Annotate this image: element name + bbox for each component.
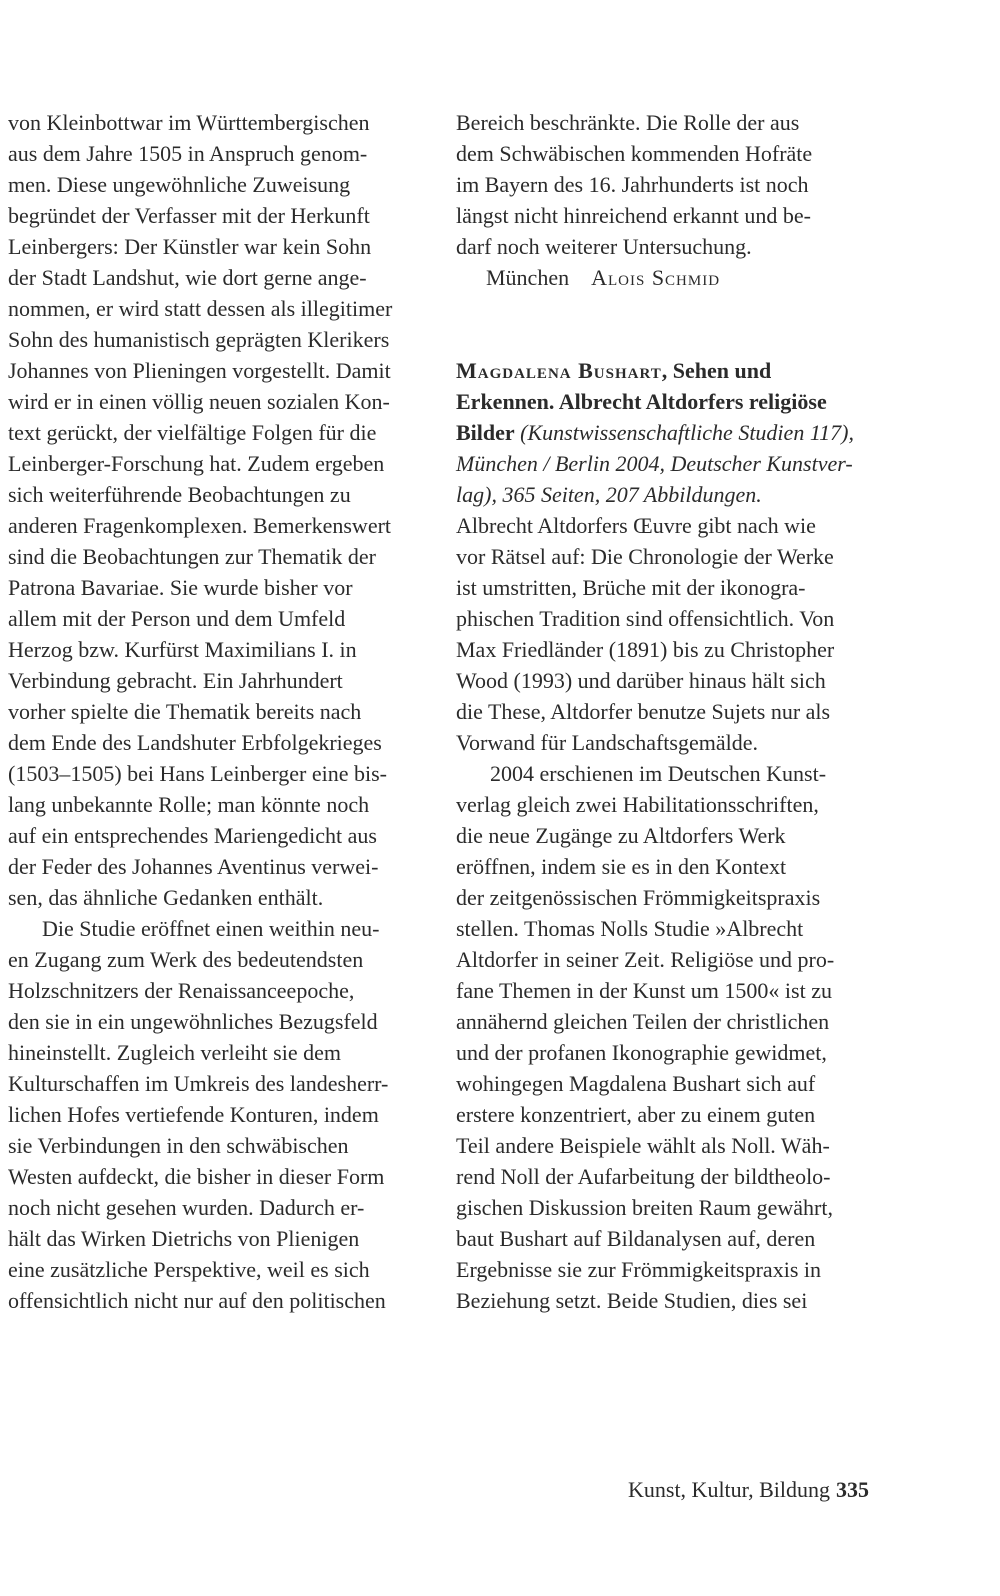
text-line: anderen Fragenkomplexen. Bemerkenswert — [8, 513, 392, 538]
running-head: Kunst, Kultur, Bildung — [628, 1477, 831, 1502]
text-line: text gerückt, der vielfältige Folgen für die — [8, 420, 377, 445]
book-title-line: Erkennen. Albrecht Altdorfers religiöse — [456, 389, 827, 414]
text-line: Wood (1993) und darüber hinaus hält sich — [456, 668, 826, 693]
text-line: en Zugang zum Werk des bedeutendsten — [8, 947, 364, 972]
text-line: Kulturschaffen im Umkreis des landesherr- — [8, 1071, 389, 1096]
left-paragraph-2 — [8, 913, 428, 1316]
text-line: erstere konzentriert, aber zu einem guten — [456, 1102, 816, 1127]
text-line: Holzschnitzers der Renaissanceepoche, — [8, 978, 355, 1003]
section-gap — [456, 293, 876, 355]
text-line: Max Friedländer (1891) bis zu Christopher — [456, 637, 835, 662]
text-line: Sohn des humanistisch geprägten Klerikers — [8, 327, 390, 352]
heading-line — [456, 355, 876, 386]
bibliographic-info: lag), 365 Seiten, 207 Abbildungen. — [456, 482, 762, 507]
book-title-part: , Sehen und — [661, 358, 772, 383]
bibliographic-info: München / Berlin 2004, Deutscher Kunstver- — [456, 451, 853, 476]
text-line: begründet der Verfasser mit der Herkunft — [8, 203, 370, 228]
text-line: Herzog bzw. Kurfürst Maximilians I. in — [8, 637, 357, 662]
text-line: phischen Tradition sind offensichtlich. Von — [456, 606, 835, 631]
text-line: die These, Altdorfer benutze Sujets nur als — [456, 699, 831, 724]
right-column — [456, 107, 876, 1316]
text-line: sich weiterführende Beobachtungen zu — [8, 482, 351, 507]
text-line: im Bayern des 16. Jahrhunderts ist noch — [456, 172, 809, 197]
text-line: stellen. Thomas Nolls Studie »Albrecht — [456, 916, 804, 941]
text-line: wohingegen Magdalena Bushart sich auf — [456, 1071, 816, 1096]
text-line: Vorwand für Landschaftsgemälde. — [456, 730, 758, 755]
page-footer — [628, 1477, 869, 1503]
signature-author: Alois Schmid — [591, 265, 721, 290]
text-line: Leinbergers: Der Künstler war kein Sohn — [8, 234, 372, 259]
text-line: Beziehung setzt. Beide Studien, dies sei — [456, 1288, 808, 1313]
text-line: Die Studie eröffnet einen weithin neu- — [42, 916, 380, 941]
text-line: Teil andere Beispiele wählt als Noll. Wäh- — [456, 1133, 830, 1158]
text-line: verlag gleich zwei Habilitationsschriften, — [456, 792, 819, 817]
signature-place: München — [486, 265, 570, 290]
text-line: lang unbekannte Rolle; man könnte noch — [8, 792, 370, 817]
text-line: vorher spielte die Thematik bereits nach — [8, 699, 362, 724]
heading-line — [456, 417, 876, 448]
review-heading — [456, 355, 876, 510]
text-line: fane Themen in der Kunst um 1500« ist zu — [456, 978, 832, 1003]
left-column — [8, 107, 428, 1316]
text-line: aus dem Jahre 1505 in Anspruch genom- — [8, 141, 368, 166]
text-line: dem Schwäbischen kommenden Hofräte — [456, 141, 813, 166]
text-line: eröffnen, indem sie es in den Kontext — [456, 854, 787, 879]
text-line: hält das Wirken Dietrichs von Plienigen — [8, 1226, 360, 1251]
text-line: der zeitgenössischen Frömmigkeitspraxis — [456, 885, 821, 910]
text-line: Bereich beschränkte. Die Rolle der aus — [456, 110, 800, 135]
book-title-end: Bilder — [456, 420, 515, 445]
text-line: den sie in ein ungewöhnliches Bezugsfeld — [8, 1009, 378, 1034]
text-line: sen, das ähnliche Gedanken enthält. — [8, 885, 324, 910]
text-line: Johannes von Plieningen vorgestellt. Damit — [8, 358, 391, 383]
text-line: Westen aufdeckt, die bisher in dieser Form — [8, 1164, 385, 1189]
bibliographic-info: (Kunstwissenschaftliche Studien 117), — [514, 420, 855, 445]
text-line: allem mit der Person und dem Umfeld — [8, 606, 346, 631]
text-line: auf ein entsprechendes Mariengedicht aus — [8, 823, 377, 848]
text-line: eine zusätzliche Perspektive, weil es sich — [8, 1257, 370, 1282]
page-number: 335 — [836, 1477, 870, 1502]
text-line: Verbindung gebracht. Ein Jahrhundert — [8, 668, 343, 693]
text-line: (1503–1505) bei Hans Leinberger eine bis- — [8, 761, 387, 786]
text-line: der Stadt Landshut, wie dort gerne ange- — [8, 265, 367, 290]
text-line: nommen, er wird statt dessen als illegitimer — [8, 296, 393, 321]
text-line: sind die Beobachtungen zur Thematik der — [8, 544, 376, 569]
right-paragraph-1 — [456, 510, 876, 758]
text-line: Patrona Bavariae. Sie wurde bisher vor — [8, 575, 353, 600]
left-paragraph-1 — [8, 107, 428, 913]
text-line: annähernd gleichen Teilen der christlichen — [456, 1009, 830, 1034]
text-line: längst nicht hinreichend erkannt und be- — [456, 203, 811, 228]
text-line: noch nicht gesehen wurden. Dadurch er- — [8, 1195, 365, 1220]
text-line: dem Ende des Landshuter Erbfolgekrieges — [8, 730, 382, 755]
text-line: die neue Zugänge zu Altdorfers Werk — [456, 823, 786, 848]
text-line: ist umstritten, Brüche mit der ikonogra- — [456, 575, 806, 600]
text-line: men. Diese ungewöhnliche Zuweisung — [8, 172, 351, 197]
text-line: gischen Diskussion breiten Raum gewährt, — [456, 1195, 833, 1220]
text-line: wird er in einen völlig neuen sozialen Kon- — [8, 389, 390, 414]
right-paragraph-continued — [456, 107, 876, 262]
review-signature — [456, 262, 876, 293]
text-line: hineinstellt. Zugleich verleiht sie dem — [8, 1040, 341, 1065]
text-line: und der profanen Ikonographie gewidmet, — [456, 1040, 827, 1065]
text-line: Albrecht Altdorfers Œuvre gibt nach wie — [456, 513, 816, 538]
text-line: der Feder des Johannes Aventinus verwei- — [8, 854, 379, 879]
text-line: offensichtlich nicht nur auf den politischen — [8, 1288, 386, 1313]
text-line: sie Verbindungen in den schwäbischen — [8, 1133, 349, 1158]
text-line: 2004 erschienen im Deutschen Kunst- — [490, 761, 827, 786]
reviewed-author: Magdalena Bushart — [456, 358, 662, 383]
text-line: rend Noll der Aufarbeitung der bildtheolo- — [456, 1164, 831, 1189]
text-line: baut Bushart auf Bildanalysen auf, deren — [456, 1226, 816, 1251]
text-line: Leinberger-Forschung hat. Zudem ergeben — [8, 451, 385, 476]
text-line: Ergebnisse sie zur Frömmigkeitspraxis in — [456, 1257, 821, 1282]
text-line: darf noch weiterer Untersuchung. — [456, 234, 752, 259]
text-line: lichen Hofes vertiefende Konturen, indem — [8, 1102, 379, 1127]
right-paragraph-2 — [456, 758, 876, 1316]
text-line: von Kleinbottwar im Württembergischen — [8, 110, 370, 135]
text-line: vor Rätsel auf: Die Chronologie der Werke — [456, 544, 834, 569]
text-line: Altdorfer in seiner Zeit. Religiöse und pro- — [456, 947, 835, 972]
